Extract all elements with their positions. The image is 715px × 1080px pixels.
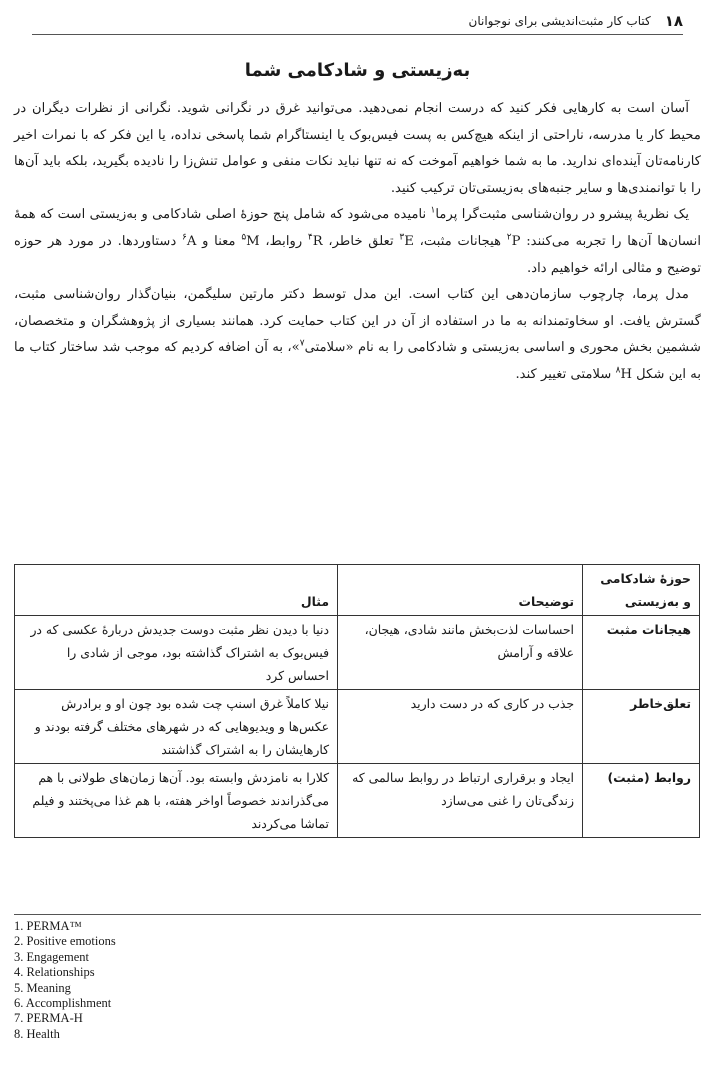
- row-domain: هیجانات مثبت: [583, 616, 700, 690]
- p2-text: نامیده می‌شود که شامل پنج حوزهٔ اصلی شادکامی و به‌زیستی است که همهٔ انسان‌ها آن‌ها را تجربه می‌کنند:: [14, 207, 702, 249]
- paragraph-3: [14, 282, 701, 388]
- footnote-ref: ۳: [399, 232, 405, 243]
- p3-text: مدل پرما، چارچوب سازمان‌دهی این کتاب است. این مدل توسط دکتر مارتین سلیگمن، بنیان‌گذار روان‌شناسی مثبت، گسترش یافت. او سخاوتمندانه به ما در استفاده از آن در این کتاب حمایت کرد. همانند بسیاری از پژوهشگران و متخصصان، ششمین بخش محوری و اساسی به‌زیستی و شادکامی را به نام «سلامتی: [14, 287, 701, 356]
- row-example: دنیا با دیدن نظر مثبت دوست جدیدش دربارهٔ عکسی که در فیس‌بوک به اشتراک گذاشته بود، موجی از شادی را احساس کرد: [15, 616, 338, 690]
- letter-r: R: [312, 233, 323, 249]
- header-domain: حوزهٔ شادکامی و به‌زیستی: [583, 565, 700, 616]
- footnote: 3. Engagement: [14, 949, 89, 964]
- footnote-ref: ۲: [506, 232, 512, 243]
- footnote-ref: ۷: [299, 338, 305, 349]
- p2-text: یک نظریهٔ پیشرو در روان‌شناسی مثبت‌گرا پرما: [435, 207, 690, 223]
- header-example: مثال: [15, 565, 338, 616]
- footnote-ref: ۱: [430, 205, 436, 216]
- footnote: 6. Accomplishment: [14, 996, 112, 1011]
- perma-table: [14, 564, 700, 838]
- letter-e: E: [404, 233, 414, 249]
- paragraph-2: [14, 202, 701, 282]
- letter-a: A: [186, 233, 197, 249]
- letter-h: H: [620, 366, 632, 382]
- footnote: 1. PERMA™: [14, 919, 82, 933]
- p2-text: تعلق خاطر،: [322, 233, 400, 249]
- body-text: [14, 96, 701, 389]
- header-description: توضیحات: [338, 565, 583, 616]
- letter-p: P: [511, 233, 521, 249]
- p2-text: دستاوردها. در مورد هر حوزه توضیح و مثالی ارائه خواهیم داد.: [14, 233, 701, 276]
- p2-text: روابط،: [259, 233, 308, 249]
- footnote: 7. PERMA-H: [14, 1011, 83, 1026]
- section-title: به‌زیستی و شادکامی شما: [244, 60, 471, 81]
- footnote-ref: ۸: [615, 365, 621, 376]
- table-header-row: [15, 565, 700, 616]
- footnotes: [14, 914, 701, 1042]
- paragraph-1: آسان است به کارهایی فکر کنید که درست انجام نمی‌دهید. می‌توانید غرق در نگرانی شوید. نگرانی از نظرات دیگران در محیط کار یا مدرسه، ناراحتی از اینکه هیچ‌کس به پست فیس‌بوک یا اینستاگرام شما پاسخی نداده، یا این فکر که با نمرات اخیر کارنامه‌تان آینده‌ای ندارید. ما به شما خواهیم آموخت که نه تنها نباید نکات منفی و عوامل تنش‌زا را نادیده بگیرید، بلکه باید آن‌ها را با توانمندی‌ها و سایر جنبه‌های به‌زیستی‌تان ترکیب کنید.: [14, 101, 701, 196]
- row-example: کلارا به نامزدش وابسته بود. آن‌ها زمان‌های طولانی با هم می‌گذراندند خصوصاً اواخر هفته، با هم غذا می‌پختند و فیلم تماشا می‌کردند: [15, 764, 338, 838]
- footnote: 5. Meaning: [14, 980, 71, 995]
- p3-text: »، به آن اضافه کردیم که موجب شد ساختار کتاب ما به این شکل: [14, 340, 701, 382]
- footnote: 8. Health: [14, 1026, 60, 1041]
- footnote-ref: ۵: [241, 232, 247, 243]
- p2-text: معنا و: [196, 233, 242, 249]
- row-domain: تعلق‌خاطر: [583, 690, 700, 764]
- table-row: [15, 764, 700, 838]
- row-domain: روابط (مثبت): [583, 764, 700, 838]
- row-description: جذب در کاری که در دست دارید: [338, 690, 583, 764]
- p2-text: هیجانات مثبت،: [413, 233, 507, 249]
- footnote-ref: ۶: [182, 232, 187, 243]
- letter-m: M: [246, 233, 260, 249]
- row-description: احساسات لذت‌بخش مانند شادی، هیجان، علاقه و آرامش: [338, 616, 583, 690]
- page-number: ۱۸: [664, 12, 683, 30]
- footnote: 2. Positive emotions: [14, 934, 116, 949]
- table-row: [15, 690, 700, 764]
- row-example: نیلا کاملاً غرق اسنپ چت شده بود چون او و برادرش عکس‌ها و ویدیوهایی که در شهرهای مختلف گرفته بودند و کارهایشان را به اشتراک گذاشتند: [15, 690, 338, 764]
- footnote-ref: ۴: [307, 232, 313, 243]
- running-head: [32, 8, 683, 35]
- book-title: کتاب کار مثبت‌اندیشی برای نوجوانان: [468, 14, 651, 28]
- table-row: [15, 616, 700, 690]
- footnote: 4. Relationships: [14, 965, 95, 980]
- row-description: ایجاد و برقراری ارتباط در روابط سالمی که زندگی‌تان را غنی می‌سازد: [338, 764, 583, 838]
- p3-text: سلامتی تغییر کند.: [515, 366, 616, 382]
